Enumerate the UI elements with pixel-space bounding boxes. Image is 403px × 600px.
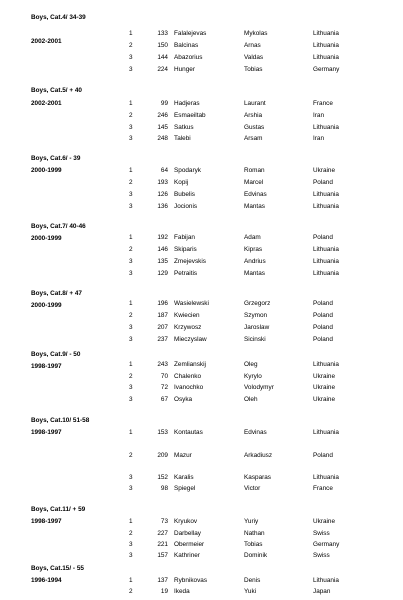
surname: Karalis — [174, 474, 194, 481]
start-number: 243 — [157, 361, 168, 368]
category-title: Boys, Cat.7/ 40-46 — [31, 223, 86, 230]
category-title: Boys, Cat.6/ - 39 — [31, 155, 81, 162]
surname: Kopij — [174, 179, 189, 186]
surname: Chalenko — [174, 373, 202, 380]
start-number: 221 — [157, 541, 168, 548]
birth-years: 2002-2001 — [31, 38, 62, 45]
country: Poland — [313, 324, 333, 331]
start-number: 133 — [157, 30, 168, 37]
country: Lithuania — [313, 203, 339, 210]
first-name: Denis — [244, 577, 261, 584]
place: 2 — [129, 42, 133, 49]
result-row — [0, 373, 403, 381]
first-name: Sicinski — [244, 336, 266, 343]
first-name: Grzegorz — [244, 300, 271, 307]
start-number: 144 — [157, 54, 168, 61]
country: France — [313, 100, 333, 107]
place: 3 — [129, 384, 133, 391]
surname: Falalejevas — [174, 30, 207, 37]
surname: Petraitis — [174, 270, 198, 277]
birth-years: 1998-1997 — [31, 429, 62, 436]
surname: Osyka — [174, 396, 193, 403]
start-number: 73 — [160, 518, 168, 525]
start-number: 157 — [157, 552, 168, 559]
country: Iran — [313, 135, 325, 142]
first-name: Kasparas — [244, 474, 271, 481]
result-row — [0, 100, 403, 108]
surname: Ivanochko — [174, 384, 204, 391]
result-row — [0, 396, 403, 404]
country: Lithuania — [313, 258, 339, 265]
first-name: Jaroslaw — [244, 324, 270, 331]
country: Lithuania — [313, 577, 339, 584]
first-name: Tobias — [244, 66, 263, 73]
birth-years: 1996-1994 — [31, 577, 62, 584]
category-title: Boys, Cat.11/ + 59 — [31, 506, 86, 513]
place: 3 — [129, 135, 133, 142]
start-number: 72 — [160, 384, 168, 391]
first-name: Laurant — [244, 100, 266, 107]
country: Lithuania — [313, 42, 339, 49]
first-name: Oleg — [244, 361, 258, 368]
birth-years: 2000-1999 — [31, 167, 62, 174]
first-name: Mantas — [244, 270, 265, 277]
first-name: Gustas — [244, 124, 265, 131]
start-number: 136 — [157, 203, 168, 210]
place: 3 — [129, 203, 133, 210]
start-number: 70 — [160, 373, 168, 380]
result-row — [0, 191, 403, 199]
category-title: Boys, Cat.9/ - 50 — [31, 351, 81, 358]
result-row — [0, 135, 403, 143]
place: 3 — [129, 552, 133, 559]
result-row — [0, 42, 403, 50]
country: Lithuania — [313, 246, 339, 253]
start-number: 64 — [160, 167, 168, 174]
result-row — [0, 429, 403, 437]
start-number: 224 — [157, 66, 168, 73]
country: Ukraine — [313, 518, 336, 525]
surname: Mieczyslaw — [174, 336, 207, 343]
first-name: Arkadiusz — [244, 452, 273, 459]
result-row — [0, 179, 403, 187]
place: 3 — [129, 124, 133, 131]
first-name: Edvinas — [244, 429, 267, 436]
place: 2 — [129, 373, 133, 380]
result-row — [0, 452, 403, 460]
surname: Kwiecien — [174, 312, 200, 319]
surname: Spiegel — [174, 485, 196, 492]
first-name: Kyrylo — [244, 373, 262, 380]
country: Ukraine — [313, 373, 336, 380]
surname: Ikeda — [174, 588, 190, 595]
country: Iran — [313, 112, 325, 119]
first-name: Mantas — [244, 203, 265, 210]
first-name: Roman — [244, 167, 265, 174]
first-name: Tobias — [244, 541, 263, 548]
result-row — [0, 361, 403, 369]
country: Lithuania — [313, 54, 339, 61]
result-row — [0, 324, 403, 332]
surname: Jocionis — [174, 203, 198, 210]
result-row — [0, 474, 403, 482]
result-row — [0, 167, 403, 175]
result-row — [0, 518, 403, 526]
first-name: Edvinas — [244, 191, 267, 198]
place: 3 — [129, 541, 133, 548]
surname: Bubelis — [174, 191, 195, 198]
birth-years: 1998-1997 — [31, 363, 62, 370]
result-row — [0, 203, 403, 211]
country: Ukraine — [313, 396, 336, 403]
surname: Talebi — [174, 135, 191, 142]
surname: Rybnikovas — [174, 577, 208, 584]
first-name: Victor — [244, 485, 261, 492]
place: 3 — [129, 485, 133, 492]
country: Lithuania — [313, 191, 339, 198]
place: 3 — [129, 474, 133, 481]
category-title: Boys, Cat.5/ + 40 — [31, 87, 82, 94]
surname: Abazorius — [174, 54, 203, 61]
first-name: Adam — [244, 234, 261, 241]
surname: Hunger — [174, 66, 195, 73]
surname: Zmejevskis — [174, 258, 206, 265]
start-number: 246 — [157, 112, 168, 119]
country: France — [313, 485, 333, 492]
result-row — [0, 541, 403, 549]
first-name: Marcel — [244, 179, 264, 186]
surname: Zemlianskij — [174, 361, 206, 368]
start-number: 135 — [157, 258, 168, 265]
category-title: Boys, Cat.8/ + 47 — [31, 290, 82, 297]
place: 2 — [129, 112, 133, 119]
start-number: 192 — [157, 234, 168, 241]
place: 1 — [129, 361, 133, 368]
start-number: 196 — [157, 300, 168, 307]
start-number: 209 — [157, 452, 168, 459]
result-row — [0, 246, 403, 254]
start-number: 248 — [157, 135, 168, 142]
first-name: Szymon — [244, 312, 268, 319]
country: Lithuania — [313, 30, 339, 37]
first-name: Nathan — [244, 530, 265, 537]
surname: Fabijan — [174, 234, 195, 241]
place: 1 — [129, 577, 133, 584]
result-row — [0, 124, 403, 132]
start-number: 126 — [157, 191, 168, 198]
country: Lithuania — [313, 429, 339, 436]
birth-years: 1998-1997 — [31, 518, 62, 525]
result-row — [0, 588, 403, 596]
first-name: Valdas — [244, 54, 264, 61]
place: 1 — [129, 518, 133, 525]
start-number: 19 — [160, 588, 168, 595]
place: 2 — [129, 588, 133, 595]
surname: Spodaryk — [174, 167, 201, 174]
place: 2 — [129, 452, 133, 459]
result-row — [0, 66, 403, 74]
country: Japan — [313, 588, 331, 595]
result-row — [0, 485, 403, 493]
start-number: 98 — [160, 485, 168, 492]
first-name: Andrius — [244, 258, 266, 265]
country: Ukraine — [313, 384, 336, 391]
place: 3 — [129, 396, 133, 403]
first-name: Yuki — [244, 588, 257, 595]
result-row — [0, 530, 403, 538]
country: Poland — [313, 300, 333, 307]
category-title: Boys, Cat.10/ 51-58 — [31, 417, 90, 424]
start-number: 67 — [160, 396, 168, 403]
country: Poland — [313, 234, 333, 241]
start-number: 150 — [157, 42, 168, 49]
place: 3 — [129, 324, 133, 331]
result-row — [0, 112, 403, 120]
surname: Kathriner — [174, 552, 200, 559]
category-title: Boys, Cat.4/ 34-39 — [31, 14, 86, 21]
result-row — [0, 336, 403, 344]
place: 1 — [129, 100, 133, 107]
result-row — [0, 234, 403, 242]
place: 1 — [129, 300, 133, 307]
country: Germany — [313, 66, 340, 73]
place: 3 — [129, 66, 133, 73]
country: Swiss — [313, 552, 330, 559]
place: 1 — [129, 167, 133, 174]
surname: Obermeier — [174, 541, 205, 548]
result-row — [0, 577, 403, 585]
first-name: Mykolas — [244, 30, 268, 37]
start-number: 227 — [157, 530, 168, 537]
place: 3 — [129, 270, 133, 277]
place: 2 — [129, 246, 133, 253]
start-number: 207 — [157, 324, 168, 331]
country: Poland — [313, 179, 333, 186]
start-number: 145 — [157, 124, 168, 131]
start-number: 152 — [157, 474, 168, 481]
start-number: 153 — [157, 429, 168, 436]
place: 1 — [129, 429, 133, 436]
result-row — [0, 300, 403, 308]
result-row — [0, 552, 403, 560]
place: 2 — [129, 312, 133, 319]
surname: Hadjeras — [174, 100, 200, 107]
country: Ukraine — [313, 167, 336, 174]
surname: Darbellay — [174, 530, 201, 537]
place: 1 — [129, 234, 133, 241]
place: 3 — [129, 336, 133, 343]
country: Poland — [313, 452, 333, 459]
start-number: 137 — [157, 577, 168, 584]
surname: Balcinas — [174, 42, 199, 49]
result-row — [0, 270, 403, 278]
first-name: Arsam — [244, 135, 263, 142]
country: Swiss — [313, 530, 330, 537]
first-name: Arshia — [244, 112, 263, 119]
surname: Satkus — [174, 124, 194, 131]
surname: Krzywosz — [174, 324, 202, 331]
surname: Mazur — [174, 452, 192, 459]
country: Poland — [313, 312, 333, 319]
first-name: Oleh — [244, 396, 258, 403]
country: Poland — [313, 336, 333, 343]
place: 2 — [129, 530, 133, 537]
result-row — [0, 312, 403, 320]
birth-years: 2000-1999 — [31, 235, 62, 242]
surname: Esmaeiltab — [174, 112, 206, 119]
surname: Kryukov — [174, 518, 198, 525]
result-row — [0, 258, 403, 266]
first-name: Yuriy — [244, 518, 259, 525]
country: Lithuania — [313, 361, 339, 368]
start-number: 146 — [157, 246, 168, 253]
start-number: 237 — [157, 336, 168, 343]
birth-years: 2000-1999 — [31, 302, 62, 309]
start-number: 187 — [157, 312, 168, 319]
surname: Kontautas — [174, 429, 203, 436]
country: Germany — [313, 541, 340, 548]
start-number: 129 — [157, 270, 168, 277]
first-name: Arnas — [244, 42, 261, 49]
place: 3 — [129, 191, 133, 198]
place: 3 — [129, 54, 133, 61]
place: 1 — [129, 30, 133, 37]
result-row — [0, 54, 403, 62]
first-name: Dominik — [244, 552, 268, 559]
result-row — [0, 30, 403, 38]
first-name: Kipras — [244, 246, 263, 253]
result-row — [0, 384, 403, 392]
place: 3 — [129, 258, 133, 265]
start-number: 99 — [160, 100, 168, 107]
country: Lithuania — [313, 124, 339, 131]
surname: Skiparis — [174, 246, 197, 253]
country: Lithuania — [313, 270, 339, 277]
first-name: Volodymyr — [244, 384, 274, 391]
surname: Wasielewski — [174, 300, 209, 307]
category-title: Boys, Cat.15/ - 55 — [31, 565, 84, 572]
start-number: 193 — [157, 179, 168, 186]
country: Lithuania — [313, 474, 339, 481]
place: 2 — [129, 179, 133, 186]
birth-years: 2002-2001 — [31, 100, 62, 107]
